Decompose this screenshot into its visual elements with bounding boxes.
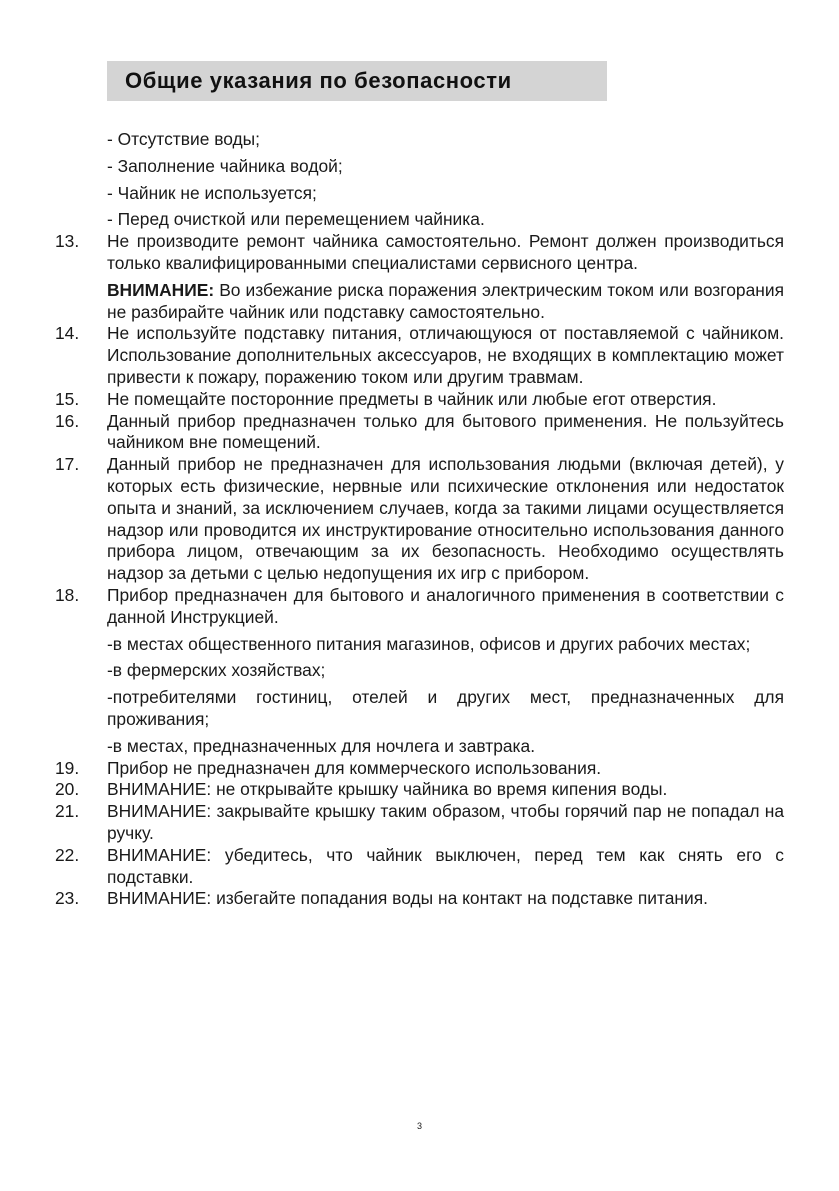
item-number: 18. — [55, 584, 80, 605]
item-text: Данный прибор не предназначен для использования людьми (включая детей), у которых есть физические, нервные или психические отклонения или недостаток опыта и знаний, за исключением случаев, когда за такими лицами осуществляется надзор или проводится их инструктирование относительно использования данного прибора лицом, отвечающим за их безопасность. Необходимо осуществлять надзор за детьми с целью недопущения их игр с прибором. — [107, 454, 784, 584]
item-number: 13. — [55, 231, 80, 252]
item-body — [107, 454, 784, 585]
item-text: Не помещайте посторонние предметы в чайник или любые егот отверстия. — [107, 388, 717, 409]
instruction-item-20 — [55, 779, 784, 801]
item-body — [107, 231, 784, 323]
dash-item: - Чайник не используется; — [107, 182, 317, 203]
instruction-item-23 — [55, 888, 784, 910]
item-number: 16. — [55, 410, 80, 431]
item-text: ВНИМАНИЕ: избегайте попадания воды на контакт на подставке питания. — [107, 888, 709, 909]
item-number: 23. — [55, 888, 80, 909]
item-number: 20. — [55, 779, 80, 800]
item-number: 21. — [55, 801, 80, 822]
item-text: ВНИМАНИЕ: не открывайте крышку чайника во время кипения воды. — [107, 779, 668, 800]
item-text: Не производите ремонт чайника самостоятельно. Ремонт должен производиться только квалифицированными специалистами сервисного центра. — [107, 231, 784, 273]
instruction-item-21 — [55, 801, 784, 845]
instruction-item-13 — [55, 231, 784, 323]
item-body — [107, 585, 784, 758]
instruction-item-22 — [55, 845, 784, 889]
item-body — [107, 845, 784, 889]
instruction-item-15 — [55, 389, 784, 411]
dash-item: - Заполнение чайника водой; — [107, 155, 343, 176]
item-number: 19. — [55, 757, 80, 778]
item-text: Не используйте подставку питания, отличающуюся от поставляемой с чайником. Использование дополнительных аксессуаров, не входящих в комплектацию может привести к пожару, поражению током или другим травмам. — [107, 323, 784, 387]
item-text: ВНИМАНИЕ: закрывайте крышку таким образом, чтобы горячий пар не попадал на ручку. — [107, 801, 784, 843]
item-number: 17. — [55, 454, 80, 475]
item-body — [107, 323, 784, 388]
warning-text: Во избежание риска поражения электрическим током или возгорания не разбирайте чайник или подставку самостоятельно. — [107, 279, 784, 322]
section-header — [107, 61, 607, 101]
item-number: 14. — [55, 323, 80, 344]
item-text: Прибор предназначен для бытового и аналогичного применения в соответствии с данной Инструкцией. — [107, 584, 784, 627]
item-body — [107, 411, 784, 455]
instruction-item-18 — [55, 585, 784, 758]
instruction-item-14 — [55, 323, 784, 388]
warning-label: ВНИМАНИЕ: — [107, 279, 215, 300]
instruction-item-16 — [55, 411, 784, 455]
safety-instructions — [55, 129, 784, 910]
item-number: 22. — [55, 844, 80, 865]
item-text: Прибор не предназначен для коммерческого использования. — [107, 757, 602, 778]
item-subpoint: -потребителями гостиниц, отелей и других мест, предназначенных для проживания; — [107, 687, 784, 729]
dash-item: - Перед очисткой или перемещением чайника. — [107, 209, 485, 230]
item-body — [107, 389, 784, 411]
dash-item: - Отсутствие воды; — [107, 129, 261, 149]
page-number: 3 — [416, 1121, 422, 1131]
section-title: Общие указания по безопасности — [125, 68, 512, 93]
instruction-item-19 — [55, 758, 784, 780]
item-body — [107, 779, 784, 801]
item-subpoint: -в фермерских хозяйствах; — [107, 660, 326, 681]
instruction-item-17 — [55, 454, 784, 585]
warning-paragraph — [107, 280, 784, 324]
item-body — [107, 801, 784, 845]
item-body — [107, 888, 784, 910]
item-body — [107, 758, 784, 780]
item-subpoint: -в местах, предназначенных для ночлега и завтрака. — [107, 735, 536, 756]
item-text: Данный прибор предназначен только для бытового применения. Не пользуйтесь чайником вне помещений. — [107, 410, 784, 453]
item-text: ВНИМАНИЕ: убедитесь, что чайник выключен, перед тем как снять его с подставки. — [107, 844, 784, 887]
item-subpoint: -в местах общественного питания магазинов, офисов и других рабочих местах; — [107, 633, 751, 654]
item-number: 15. — [55, 388, 80, 409]
